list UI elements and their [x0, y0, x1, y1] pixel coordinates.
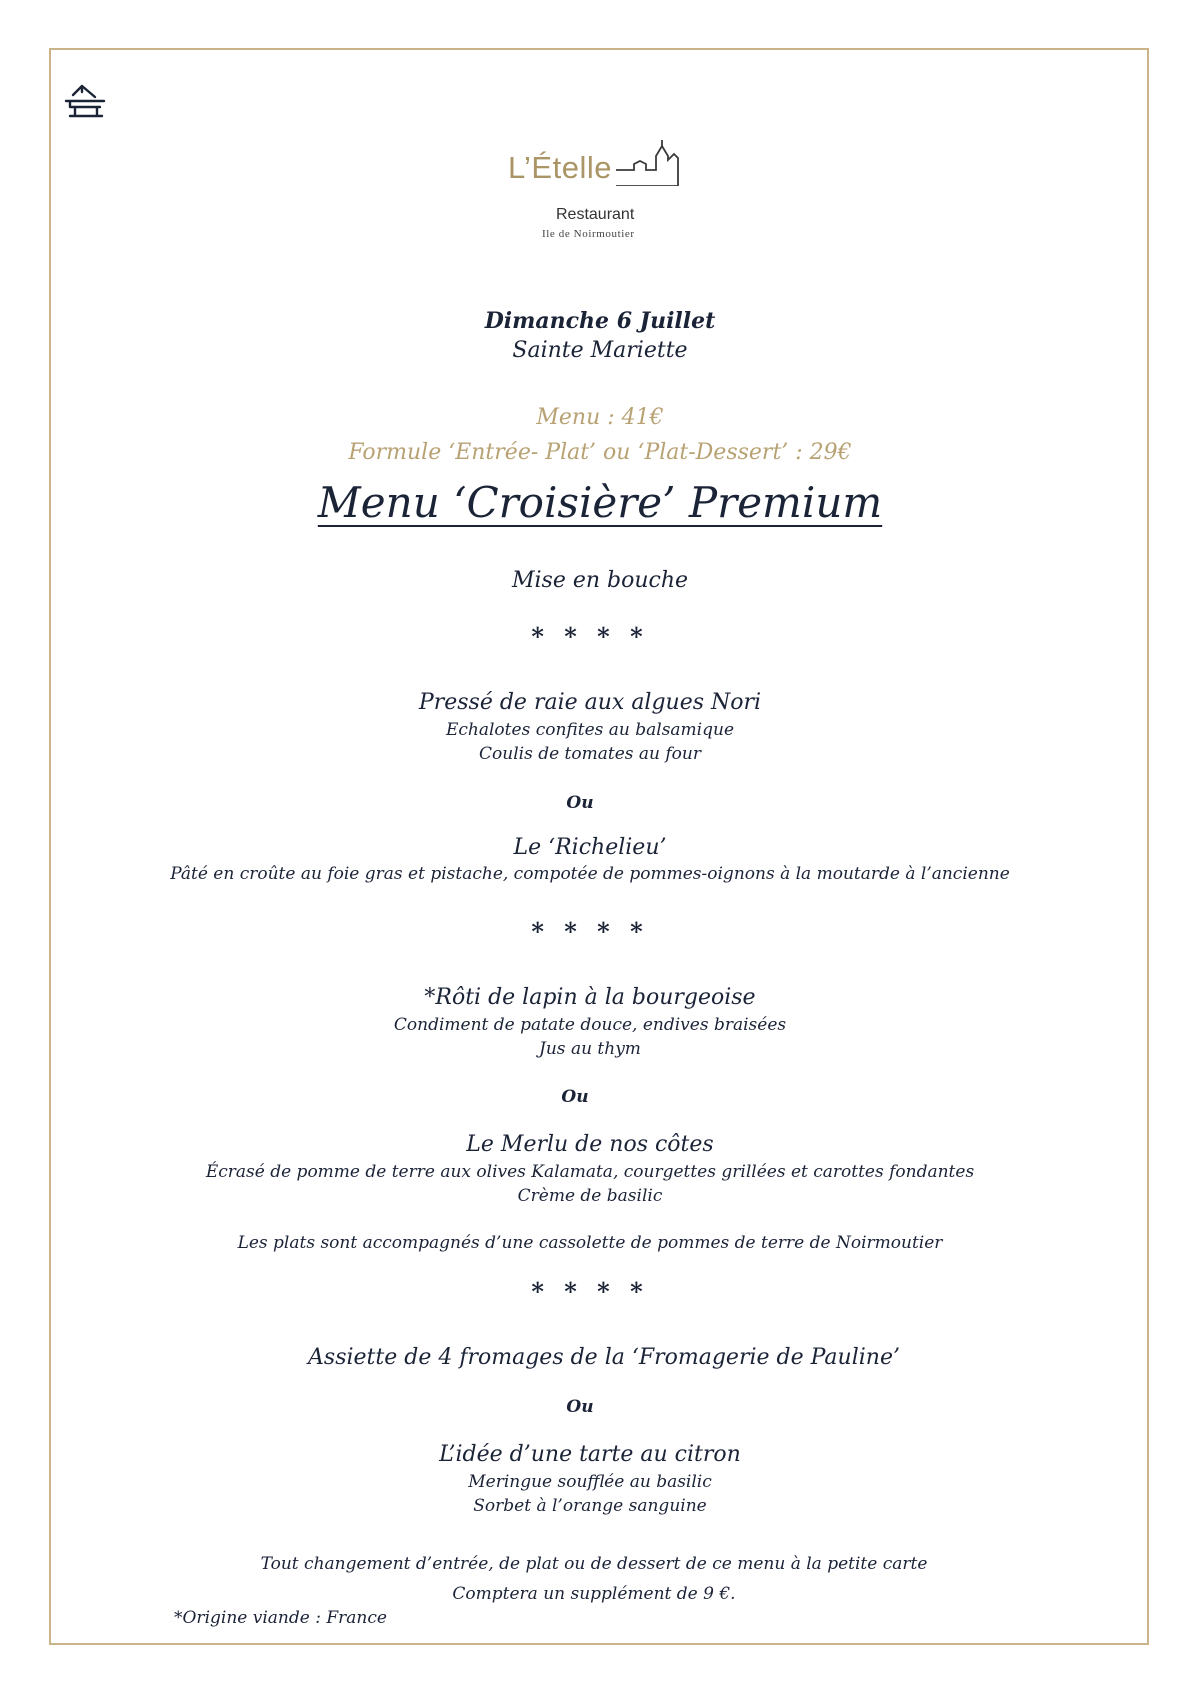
or-divider: Ou — [566, 1397, 594, 1417]
dessert-2-detail: Meringue soufflée au basilic — [468, 1472, 712, 1492]
starter-2-name: Le ‘Richelieu’ — [513, 835, 667, 860]
separator: * * * * — [531, 1277, 649, 1306]
menu-title: Menu ‘Croisière’ Premium — [317, 478, 883, 527]
starter-2-detail: Pâté en croûte au foie gras et pistache, compotée de pommes-oignons à la moutarde à l’ancienne — [170, 864, 1010, 884]
formule-price: Formule ‘Entrée- Plat’ ou ‘Plat-Dessert’ : 29€ — [348, 440, 852, 465]
menu-date: Dimanche 6 Juillet — [484, 308, 716, 334]
main-2-detail: Crème de basilic — [517, 1186, 663, 1206]
starter-1-detail: Coulis de tomates au four — [479, 744, 701, 764]
dessert-2-name: L’idée d’une tarte au citron — [439, 1442, 741, 1467]
saint-of-day: Sainte Mariette — [512, 338, 688, 363]
menu-price: Menu : 41€ — [536, 405, 664, 430]
logo-name: L’Ételle — [508, 150, 612, 185]
house-outline-icon — [62, 80, 108, 122]
logo-location: Ile de Noirmoutier — [542, 228, 635, 240]
logo-subtitle: Restaurant — [556, 206, 635, 223]
or-divider: Ou — [561, 1087, 589, 1107]
or-divider: Ou — [566, 793, 594, 813]
dessert-2-detail: Sorbet à l’orange sanguine — [473, 1496, 707, 1516]
supplement-note: Tout changement d’entrée, de plat ou de dessert de ce menu à la petite carte — [260, 1554, 928, 1574]
starter-1-name: Pressé de raie aux algues Nori — [418, 690, 762, 715]
supplement-amount: Comptera un supplément de 9 €. — [452, 1584, 736, 1604]
main-1-detail: Jus au thym — [539, 1039, 641, 1059]
main-1-name: *Rôti de lapin à la bourgeoise — [424, 985, 756, 1010]
main-1-detail: Condiment de patate douce, endives braisées — [393, 1015, 787, 1035]
separator: * * * * — [531, 917, 649, 946]
separator: * * * * — [531, 622, 649, 651]
main-2-name: Le Merlu de nos côtes — [466, 1132, 714, 1157]
restaurant-logo — [460, 130, 730, 250]
amuse-bouche: Mise en bouche — [511, 568, 689, 593]
starter-1-detail: Echalotes confites au balsamique — [445, 720, 735, 740]
dessert-1-name: Assiette de 4 fromages de la ‘Fromagerie de Pauline’ — [308, 1345, 900, 1370]
mains-note: Les plats sont accompagnés d’une cassolette de pommes de terre de Noirmoutier — [237, 1233, 943, 1253]
main-2-detail: Écrasé de pomme de terre aux olives Kalamata, courgettes grillées et carottes fondantes — [205, 1162, 975, 1182]
meat-origin-note: *Origine viande : France — [174, 1608, 387, 1628]
church-icon — [616, 138, 696, 186]
